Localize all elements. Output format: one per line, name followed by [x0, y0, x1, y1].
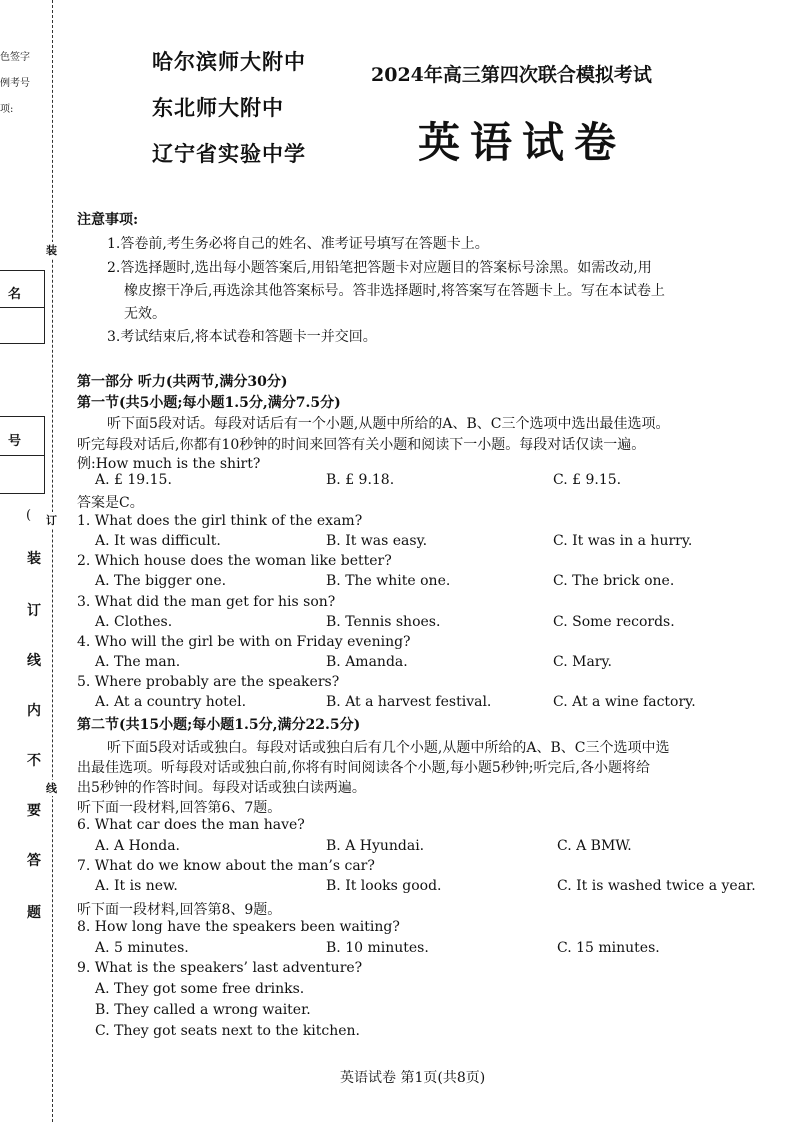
option-a: A. A Honda. — [95, 838, 180, 854]
question: 9. What is the speakers’ last adventure? — [77, 960, 363, 976]
option-a: A. The man. — [95, 654, 181, 670]
school-name: 哈尔滨师大附中 — [152, 49, 306, 74]
option-b: B. They called a wrong waiter. — [95, 1002, 311, 1018]
notice-item-cont: 无效。 — [124, 306, 166, 322]
option-b: B. The white one. — [326, 573, 451, 589]
section-instructions: 出5秒钟的作答时间。每段对话或独白读两遍。 — [77, 780, 366, 796]
question: 8. How long have the speakers been waiting? — [77, 919, 400, 935]
subject-title: 英语试卷 — [418, 118, 627, 167]
question: 7. What do we know about the man’s car? — [77, 858, 375, 874]
option-b: B. At a harvest festival. — [326, 694, 492, 710]
vertical-char: 题 — [27, 905, 41, 921]
option-a: A. The bigger one. — [95, 573, 227, 589]
option-c: C. It was in a hurry. — [553, 533, 693, 549]
group-label: 听下面一段材料,回答第8、9题。 — [77, 902, 282, 918]
option-a: A. At a country hotel. — [95, 694, 247, 710]
example-answer: 答案是C。 — [77, 495, 144, 511]
option-c: C. At a wine factory. — [553, 694, 696, 710]
vertical-char: 订 — [27, 603, 41, 619]
option-b: B. It looks good. — [326, 878, 442, 894]
margin-open-paren: ( — [26, 508, 32, 523]
section-instructions: 听下面5段对话。每段对话后有一个小题,从题中所给的A、B、C三个选项中选出最佳选项。 — [107, 416, 670, 432]
option-c: C. Mary. — [553, 654, 612, 670]
question: 5. Where probably are the speakers? — [77, 674, 340, 690]
page-footer: 英语试卷 第1页(共8页) — [340, 1070, 486, 1086]
school-name: 辽宁省实验中学 — [152, 141, 306, 166]
part-heading: 第一部分 听力(共两节,满分30分) — [77, 374, 288, 390]
question: 3. What did the man get for his son? — [77, 594, 336, 610]
option-a: A. It was difficult. — [95, 533, 221, 549]
option-b: B. 10 minutes. — [326, 940, 429, 956]
section-instructions: 听完每段对话后,你都有10秒钟的时间来回答有关小题和阅读下一小题。每段对话仅读一遍。 — [77, 437, 646, 453]
notice-item: 3.考试结束后,将本试卷和答题卡一并交回。 — [107, 329, 377, 345]
option-b: B. Tennis shoes. — [326, 614, 441, 630]
notice-item-cont: 橡皮擦干净后,再选涂其他答案标号。答非选择题时,将答案写在答题卡上。写在本试卷上 — [124, 283, 665, 299]
vertical-char: 答 — [27, 853, 41, 869]
number-box-divider — [0, 455, 44, 456]
section-heading: 第一节(共5小题;每小题1.5分,满分7.5分) — [77, 395, 341, 411]
binding-char: 装 — [46, 244, 57, 257]
question: 6. What car does the man have? — [77, 817, 305, 833]
school-name: 东北师大附中 — [152, 95, 284, 120]
section-heading: 第二节(共15小题;每小题1.5分,满分22.5分) — [77, 717, 361, 733]
vertical-char: 要 — [27, 803, 41, 819]
option-c: C. They got seats next to the kitchen. — [95, 1023, 361, 1039]
option-b: B. It was easy. — [326, 533, 428, 549]
vertical-char: 不 — [27, 753, 41, 769]
option-c: C. 15 minutes. — [557, 940, 660, 956]
option-c: C. The brick one. — [553, 573, 675, 589]
example-question: 例:How much is the shirt? — [77, 456, 261, 472]
vertical-char: 内 — [27, 703, 41, 719]
name-label: 名 — [8, 287, 22, 302]
binding-line — [52, 0, 53, 1122]
option-b: B. A Hyundai. — [326, 838, 425, 854]
section-instructions: 出最佳选项。听每段对话或独白前,你将有时间阅读各个小题,每小题5秒钟;听完后,各小题将给 — [77, 760, 650, 776]
option-a: A. Clothes. — [95, 614, 173, 630]
option-a: A. £ 19.15. — [95, 472, 172, 488]
vertical-char: 装 — [27, 551, 41, 567]
notice-item: 1.答卷前,考生务必将自己的姓名、准考证号填写在答题卡上。 — [107, 236, 489, 252]
margin-notice-label: 项: — [0, 104, 14, 115]
option-c: C. £ 9.15. — [553, 472, 622, 488]
option-a: A. 5 minutes. — [95, 940, 189, 956]
vertical-char: 线 — [27, 653, 41, 669]
option-a: A. They got some free drinks. — [95, 981, 305, 997]
group-label: 听下面一段材料,回答第6、7题。 — [77, 800, 282, 816]
option-c: C. It is washed twice a year. — [557, 878, 756, 894]
option-a: A. It is new. — [95, 878, 178, 894]
question: 4. Who will the girl be with on Friday evening? — [77, 634, 411, 650]
margin-signature-label: 色签字 — [0, 52, 30, 63]
option-b: B. Amanda. — [326, 654, 408, 670]
number-label: 号 — [8, 434, 22, 449]
question: 1. What does the girl think of the exam? — [77, 513, 363, 529]
section-instructions: 听下面5段对话或独白。每段对话或独白后有几个小题,从题中所给的A、B、C三个选项中选 — [107, 740, 670, 756]
question: 2. Which house does the woman like better? — [77, 553, 392, 569]
binding-char: 订 — [46, 514, 57, 527]
notice-heading: 注意事项: — [77, 212, 139, 228]
option-b: B. £ 9.18. — [326, 472, 395, 488]
notice-item: 2.答选择题时,选出每小题答案后,用铅笔把答题卡对应题目的答案标号涂黑。如需改动,用 — [107, 260, 652, 276]
exam-title: 2024年高三第四次联合模拟考试 — [371, 64, 652, 86]
name-box-divider — [0, 307, 44, 308]
option-c: C. A BMW. — [557, 838, 632, 854]
margin-exam-number-label: 例考号 — [0, 78, 30, 89]
binding-char: 线 — [46, 782, 57, 795]
option-c: C. Some records. — [553, 614, 675, 630]
